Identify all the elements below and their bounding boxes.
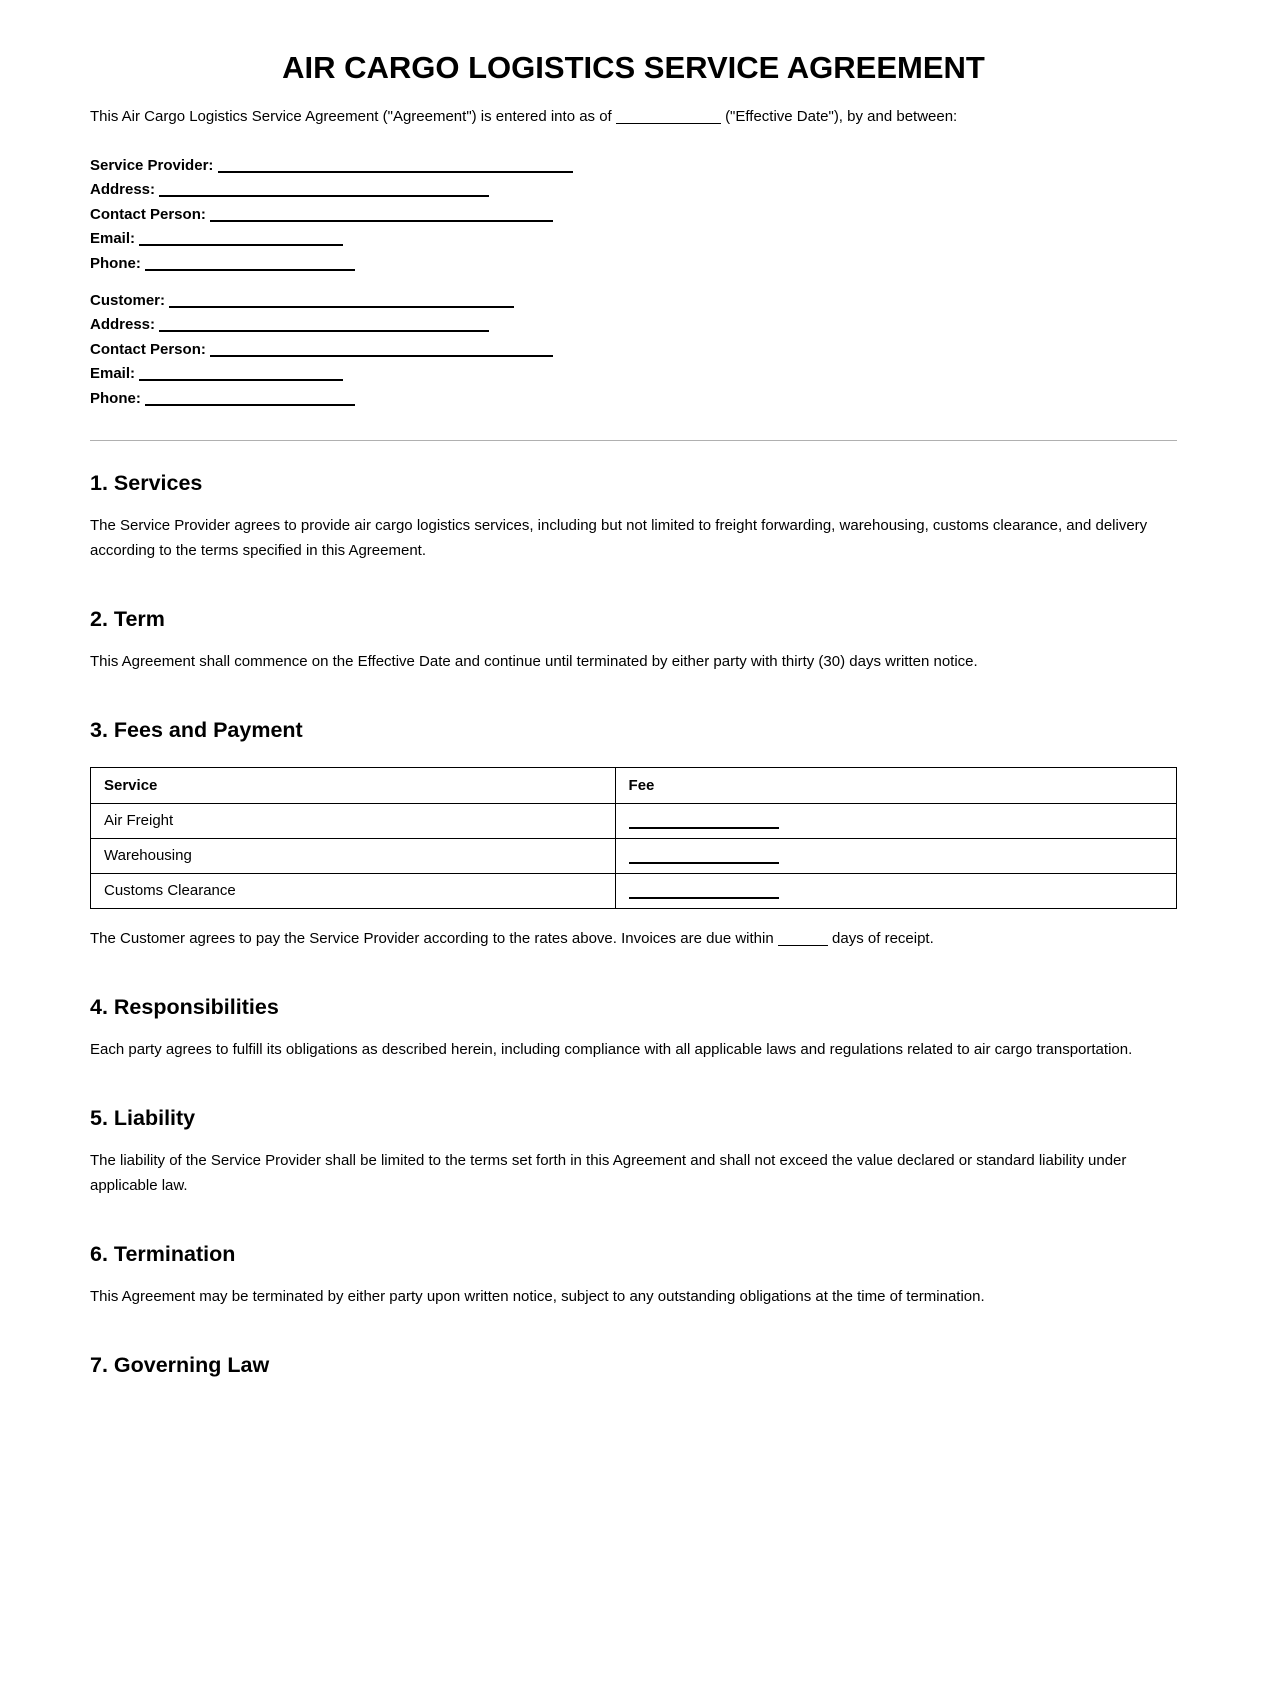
section-body-liability: The liability of the Service Provider shall be limited to the terms set forth in this Agreement and shall not exceed the value declared or standard liability under applicable law. bbox=[90, 1151, 1127, 1194]
table-row bbox=[91, 873, 1177, 908]
service-provider-address-label: Address: bbox=[90, 181, 156, 199]
service-provider-contact-field bbox=[90, 203, 1177, 228]
section-heading-governing-law: 7. Governing Law bbox=[90, 1352, 270, 1377]
warehousing-fee-blank-line bbox=[629, 850, 779, 864]
fees-table-cell-service: Customs Clearance bbox=[91, 873, 616, 908]
service-provider-address-field bbox=[90, 178, 1177, 203]
service-provider-phone-field bbox=[90, 252, 1177, 277]
service-provider-email-field bbox=[90, 227, 1177, 252]
customer-email-field bbox=[90, 362, 1177, 387]
section-heading-services: 1. Services bbox=[90, 470, 203, 495]
service-provider-contact-label: Contact Person: bbox=[90, 205, 206, 223]
service-provider-phone-label: Phone: bbox=[90, 255, 141, 273]
section-heading-fees-and-payment: 3. Fees and Payment bbox=[90, 717, 303, 742]
customer-name-blank-line bbox=[169, 294, 514, 308]
fees-table-header-row bbox=[91, 767, 1177, 803]
table-row bbox=[91, 803, 1177, 838]
section-heading-responsibilities: 4. Responsibilities bbox=[90, 994, 279, 1019]
section-divider bbox=[90, 440, 1177, 441]
fees-table bbox=[90, 767, 1177, 909]
customer-block bbox=[90, 289, 1177, 412]
payment-note-after: days of receipt. bbox=[832, 929, 934, 947]
service-provider-address-blank-line bbox=[159, 183, 489, 197]
table-row bbox=[91, 838, 1177, 873]
payment-note-before: The Customer agrees to pay the Service Provider according to the rates above. Invoices are due within bbox=[90, 929, 774, 947]
document-title: AIR CARGO LOGISTICS SERVICE AGREEMENT bbox=[282, 50, 985, 85]
fees-table-header-service: Service bbox=[91, 767, 616, 803]
customer-address-blank-line bbox=[159, 318, 489, 332]
section-heading-liability: 5. Liability bbox=[90, 1105, 196, 1130]
fees-table-cell-fee bbox=[615, 873, 1176, 908]
customer-phone-label: Phone: bbox=[90, 389, 141, 407]
intro-text-before: This Air Cargo Logistics Service Agreement ("Agreement") is entered into as of bbox=[90, 107, 612, 125]
fees-table-cell-service: Warehousing bbox=[91, 838, 616, 873]
service-provider-email-label: Email: bbox=[90, 230, 136, 248]
service-provider-contact-blank-line bbox=[210, 208, 553, 222]
customs-clearance-fee-blank-line bbox=[629, 885, 779, 899]
section-heading-termination: 6. Termination bbox=[90, 1241, 236, 1266]
effective-date-blank-line bbox=[616, 111, 721, 124]
section-body-term: This Agreement shall commence on the Effective Date and continue until terminated by either party with thirty (30) days written notice. bbox=[90, 652, 978, 670]
service-provider-block bbox=[90, 154, 1177, 277]
payment-note-paragraph bbox=[90, 926, 1177, 951]
section-body-responsibilities: Each party agrees to fulfill its obligations as described herein, including compliance with all applicable laws and regulations related to air cargo transportation. bbox=[90, 1040, 1133, 1058]
fees-table-header-fee: Fee bbox=[615, 767, 1176, 803]
customer-contact-field bbox=[90, 338, 1177, 363]
customer-contact-blank-line bbox=[210, 343, 553, 357]
customer-phone-field bbox=[90, 387, 1177, 412]
customer-phone-blank-line bbox=[145, 392, 355, 406]
section-body-termination: This Agreement may be terminated by either party upon written notice, subject to any outstanding obligations at the time of termination. bbox=[90, 1287, 985, 1305]
fees-table-cell-fee bbox=[615, 838, 1176, 873]
intro-text-after: ("Effective Date"), by and between: bbox=[725, 107, 958, 125]
service-provider-email-blank-line bbox=[139, 232, 343, 246]
customer-contact-label: Contact Person: bbox=[90, 340, 206, 358]
customer-name-label: Customer: bbox=[90, 291, 166, 309]
air-freight-fee-blank-line bbox=[629, 815, 779, 829]
fees-table-cell-fee bbox=[615, 803, 1176, 838]
service-provider-phone-blank-line bbox=[145, 257, 355, 271]
intro-paragraph bbox=[90, 106, 1177, 128]
service-provider-name-blank-line bbox=[218, 159, 573, 173]
days-of-receipt-blank-line bbox=[778, 933, 828, 946]
section-heading-term: 2. Term bbox=[90, 606, 165, 631]
service-provider-name-field bbox=[90, 154, 1177, 179]
service-provider-name-label: Service Provider: bbox=[90, 156, 214, 174]
customer-email-blank-line bbox=[139, 367, 343, 381]
fees-table-cell-service: Air Freight bbox=[91, 803, 616, 838]
section-body-services: The Service Provider agrees to provide air cargo logistics services, including but not limited to freight forwarding, warehousing, customs clearance, and delivery according to the terms specified in this Agreement. bbox=[90, 516, 1148, 559]
customer-name-field bbox=[90, 289, 1177, 314]
customer-email-label: Email: bbox=[90, 365, 136, 383]
customer-address-label: Address: bbox=[90, 316, 156, 334]
customer-address-field bbox=[90, 313, 1177, 338]
